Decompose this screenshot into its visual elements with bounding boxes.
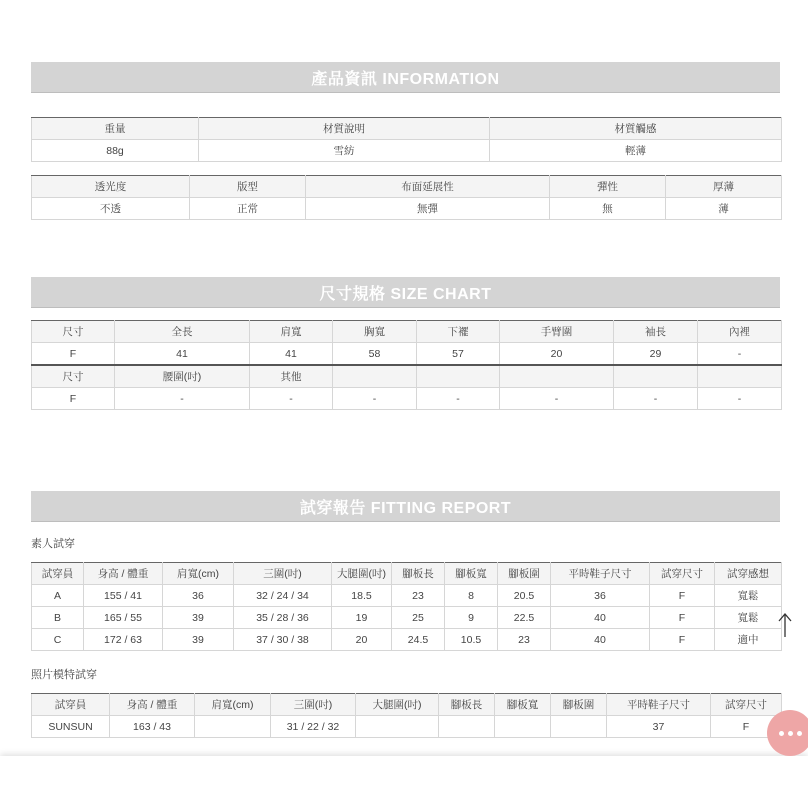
value-cell: F — [32, 343, 115, 366]
header-cell: 腳板長 — [392, 563, 445, 585]
information-section-title: 產品資訊 INFORMATION — [31, 62, 780, 93]
table-cell: 19 — [332, 607, 392, 629]
header-cell: 試穿尺寸 — [650, 563, 715, 585]
table-cell: 18.5 — [332, 585, 392, 607]
header-cell: 內裡 — [698, 321, 782, 343]
table-cell: 23 — [498, 629, 551, 651]
table-cell: 22.5 — [498, 607, 551, 629]
header-cell: 尺寸 — [32, 365, 115, 388]
value-cell: - — [614, 388, 698, 410]
table-cell: 24.5 — [392, 629, 445, 651]
scroll-to-top-button[interactable] — [772, 610, 798, 640]
header-cell: 厚薄 — [666, 176, 782, 198]
table-cell: 9 — [445, 607, 498, 629]
amateur-header-row — [32, 563, 782, 585]
value-cell: 不透 — [32, 198, 190, 220]
more-dots-icon — [779, 731, 784, 736]
size-chart-table — [31, 320, 782, 410]
size-value-row-2 — [32, 388, 782, 410]
header-cell: 全長 — [115, 321, 250, 343]
value-cell: - — [698, 388, 782, 410]
header-cell: 版型 — [190, 176, 306, 198]
header-cell: 材質觸感 — [490, 118, 782, 140]
header-cell: 透光度 — [32, 176, 190, 198]
header-cell: 腳板寬 — [495, 694, 551, 716]
info-table-1-header-row — [32, 118, 782, 140]
table-cell: 寬鬆 — [715, 585, 782, 607]
amateur-fitting-label: 素人試穿 — [31, 538, 75, 550]
value-cell: 20 — [500, 343, 614, 366]
table-cell: A — [32, 585, 84, 607]
header-cell — [500, 365, 614, 388]
table-row — [32, 585, 782, 607]
table-cell — [439, 716, 495, 738]
table-cell: 23 — [392, 585, 445, 607]
table-row — [32, 607, 782, 629]
table-cell — [356, 716, 439, 738]
value-cell: 無 — [550, 198, 666, 220]
value-cell: - — [500, 388, 614, 410]
header-cell: 材質說明 — [199, 118, 490, 140]
header-cell — [614, 365, 698, 388]
table-cell: 36 — [551, 585, 650, 607]
header-cell — [333, 365, 417, 388]
value-cell: - — [417, 388, 500, 410]
bottom-bar — [0, 756, 808, 808]
table-cell: 37 — [607, 716, 711, 738]
header-cell: 腳板圍 — [498, 563, 551, 585]
table-cell: 40 — [551, 607, 650, 629]
table-cell: SUNSUN — [32, 716, 110, 738]
table-cell: 37 / 30 / 38 — [234, 629, 332, 651]
header-cell — [698, 365, 782, 388]
model-header-row — [32, 694, 782, 716]
info-table-2-value-row — [32, 198, 782, 220]
table-cell: F — [650, 607, 715, 629]
chat-button[interactable] — [767, 710, 808, 756]
header-cell: 三圍(吋) — [271, 694, 356, 716]
more-dots-icon — [797, 731, 802, 736]
table-cell: 35 / 28 / 36 — [234, 607, 332, 629]
model-fitting-table — [31, 693, 782, 738]
table-cell: 25 — [392, 607, 445, 629]
table-cell: 36 — [163, 585, 234, 607]
value-cell: 57 — [417, 343, 500, 366]
header-cell: 重量 — [32, 118, 199, 140]
table-cell: 32 / 24 / 34 — [234, 585, 332, 607]
header-cell: 大腿圍(吋) — [332, 563, 392, 585]
header-cell: 三圍(吋) — [234, 563, 332, 585]
table-cell — [195, 716, 271, 738]
header-cell: 腰圍(吋) — [115, 365, 250, 388]
value-cell: 無彈 — [306, 198, 550, 220]
value-cell: 雪紡 — [199, 140, 490, 162]
header-cell: 布面延展性 — [306, 176, 550, 198]
header-cell: 腳板圍 — [551, 694, 607, 716]
fitting-report-section-title: 試穿報告 FITTING REPORT — [31, 491, 780, 522]
table-cell: 8 — [445, 585, 498, 607]
value-cell: - — [333, 388, 417, 410]
table-cell: 39 — [163, 607, 234, 629]
header-cell: 腳板寬 — [445, 563, 498, 585]
header-cell: 身高 / 體重 — [110, 694, 195, 716]
header-cell: 試穿尺寸 — [711, 694, 782, 716]
table-cell: F — [711, 716, 782, 738]
info-table-2-header-row — [32, 176, 782, 198]
header-cell: 尺寸 — [32, 321, 115, 343]
value-cell: 29 — [614, 343, 698, 366]
model-fitting-label: 照片模特試穿 — [31, 669, 97, 681]
header-cell: 彈性 — [550, 176, 666, 198]
header-cell: 試穿感想 — [715, 563, 782, 585]
arrow-up-icon — [777, 612, 793, 638]
value-cell: - — [115, 388, 250, 410]
table-cell: C — [32, 629, 84, 651]
table-cell: 163 / 43 — [110, 716, 195, 738]
more-dots-icon — [788, 731, 793, 736]
info-table-1 — [31, 117, 782, 162]
header-cell: 袖長 — [614, 321, 698, 343]
size-value-row-1 — [32, 343, 782, 366]
value-cell: 41 — [115, 343, 250, 366]
table-cell: 20 — [332, 629, 392, 651]
value-cell: 88g — [32, 140, 199, 162]
table-cell — [495, 716, 551, 738]
value-cell: - — [698, 343, 782, 366]
table-cell: 10.5 — [445, 629, 498, 651]
value-cell: 薄 — [666, 198, 782, 220]
header-cell: 大腿圍(吋) — [356, 694, 439, 716]
amateur-fitting-table — [31, 562, 782, 651]
header-cell: 下襬 — [417, 321, 500, 343]
header-cell: 其他 — [250, 365, 333, 388]
table-cell: B — [32, 607, 84, 629]
table-cell: 172 / 63 — [84, 629, 163, 651]
table-cell: F — [650, 585, 715, 607]
size-chart-section-title: 尺寸規格 SIZE CHART — [31, 277, 780, 308]
header-cell: 胸寬 — [333, 321, 417, 343]
table-cell: 31 / 22 / 32 — [271, 716, 356, 738]
table-cell: 155 / 41 — [84, 585, 163, 607]
header-cell: 試穿員 — [32, 563, 84, 585]
value-cell: 41 — [250, 343, 333, 366]
table-cell: 40 — [551, 629, 650, 651]
header-cell: 手臂圍 — [500, 321, 614, 343]
header-cell: 肩寬 — [250, 321, 333, 343]
value-cell: 正常 — [190, 198, 306, 220]
header-cell: 平時鞋子尺寸 — [607, 694, 711, 716]
table-row — [32, 629, 782, 651]
header-cell: 平時鞋子尺寸 — [551, 563, 650, 585]
info-table-1-value-row — [32, 140, 782, 162]
header-cell: 試穿員 — [32, 694, 110, 716]
value-cell: F — [32, 388, 115, 410]
value-cell: - — [250, 388, 333, 410]
header-cell: 腳板長 — [439, 694, 495, 716]
header-cell: 肩寬(cm) — [163, 563, 234, 585]
header-cell: 肩寬(cm) — [195, 694, 271, 716]
table-cell: 適中 — [715, 629, 782, 651]
table-cell: 寬鬆 — [715, 607, 782, 629]
table-cell: 165 / 55 — [84, 607, 163, 629]
value-cell: 58 — [333, 343, 417, 366]
size-header-row-1 — [32, 321, 782, 343]
size-header-row-2 — [32, 365, 782, 388]
table-row — [32, 716, 782, 738]
info-table-2 — [31, 175, 782, 220]
header-cell — [417, 365, 500, 388]
table-cell — [551, 716, 607, 738]
header-cell: 身高 / 體重 — [84, 563, 163, 585]
table-cell: 20.5 — [498, 585, 551, 607]
table-cell: 39 — [163, 629, 234, 651]
table-cell: F — [650, 629, 715, 651]
value-cell: 輕薄 — [490, 140, 782, 162]
